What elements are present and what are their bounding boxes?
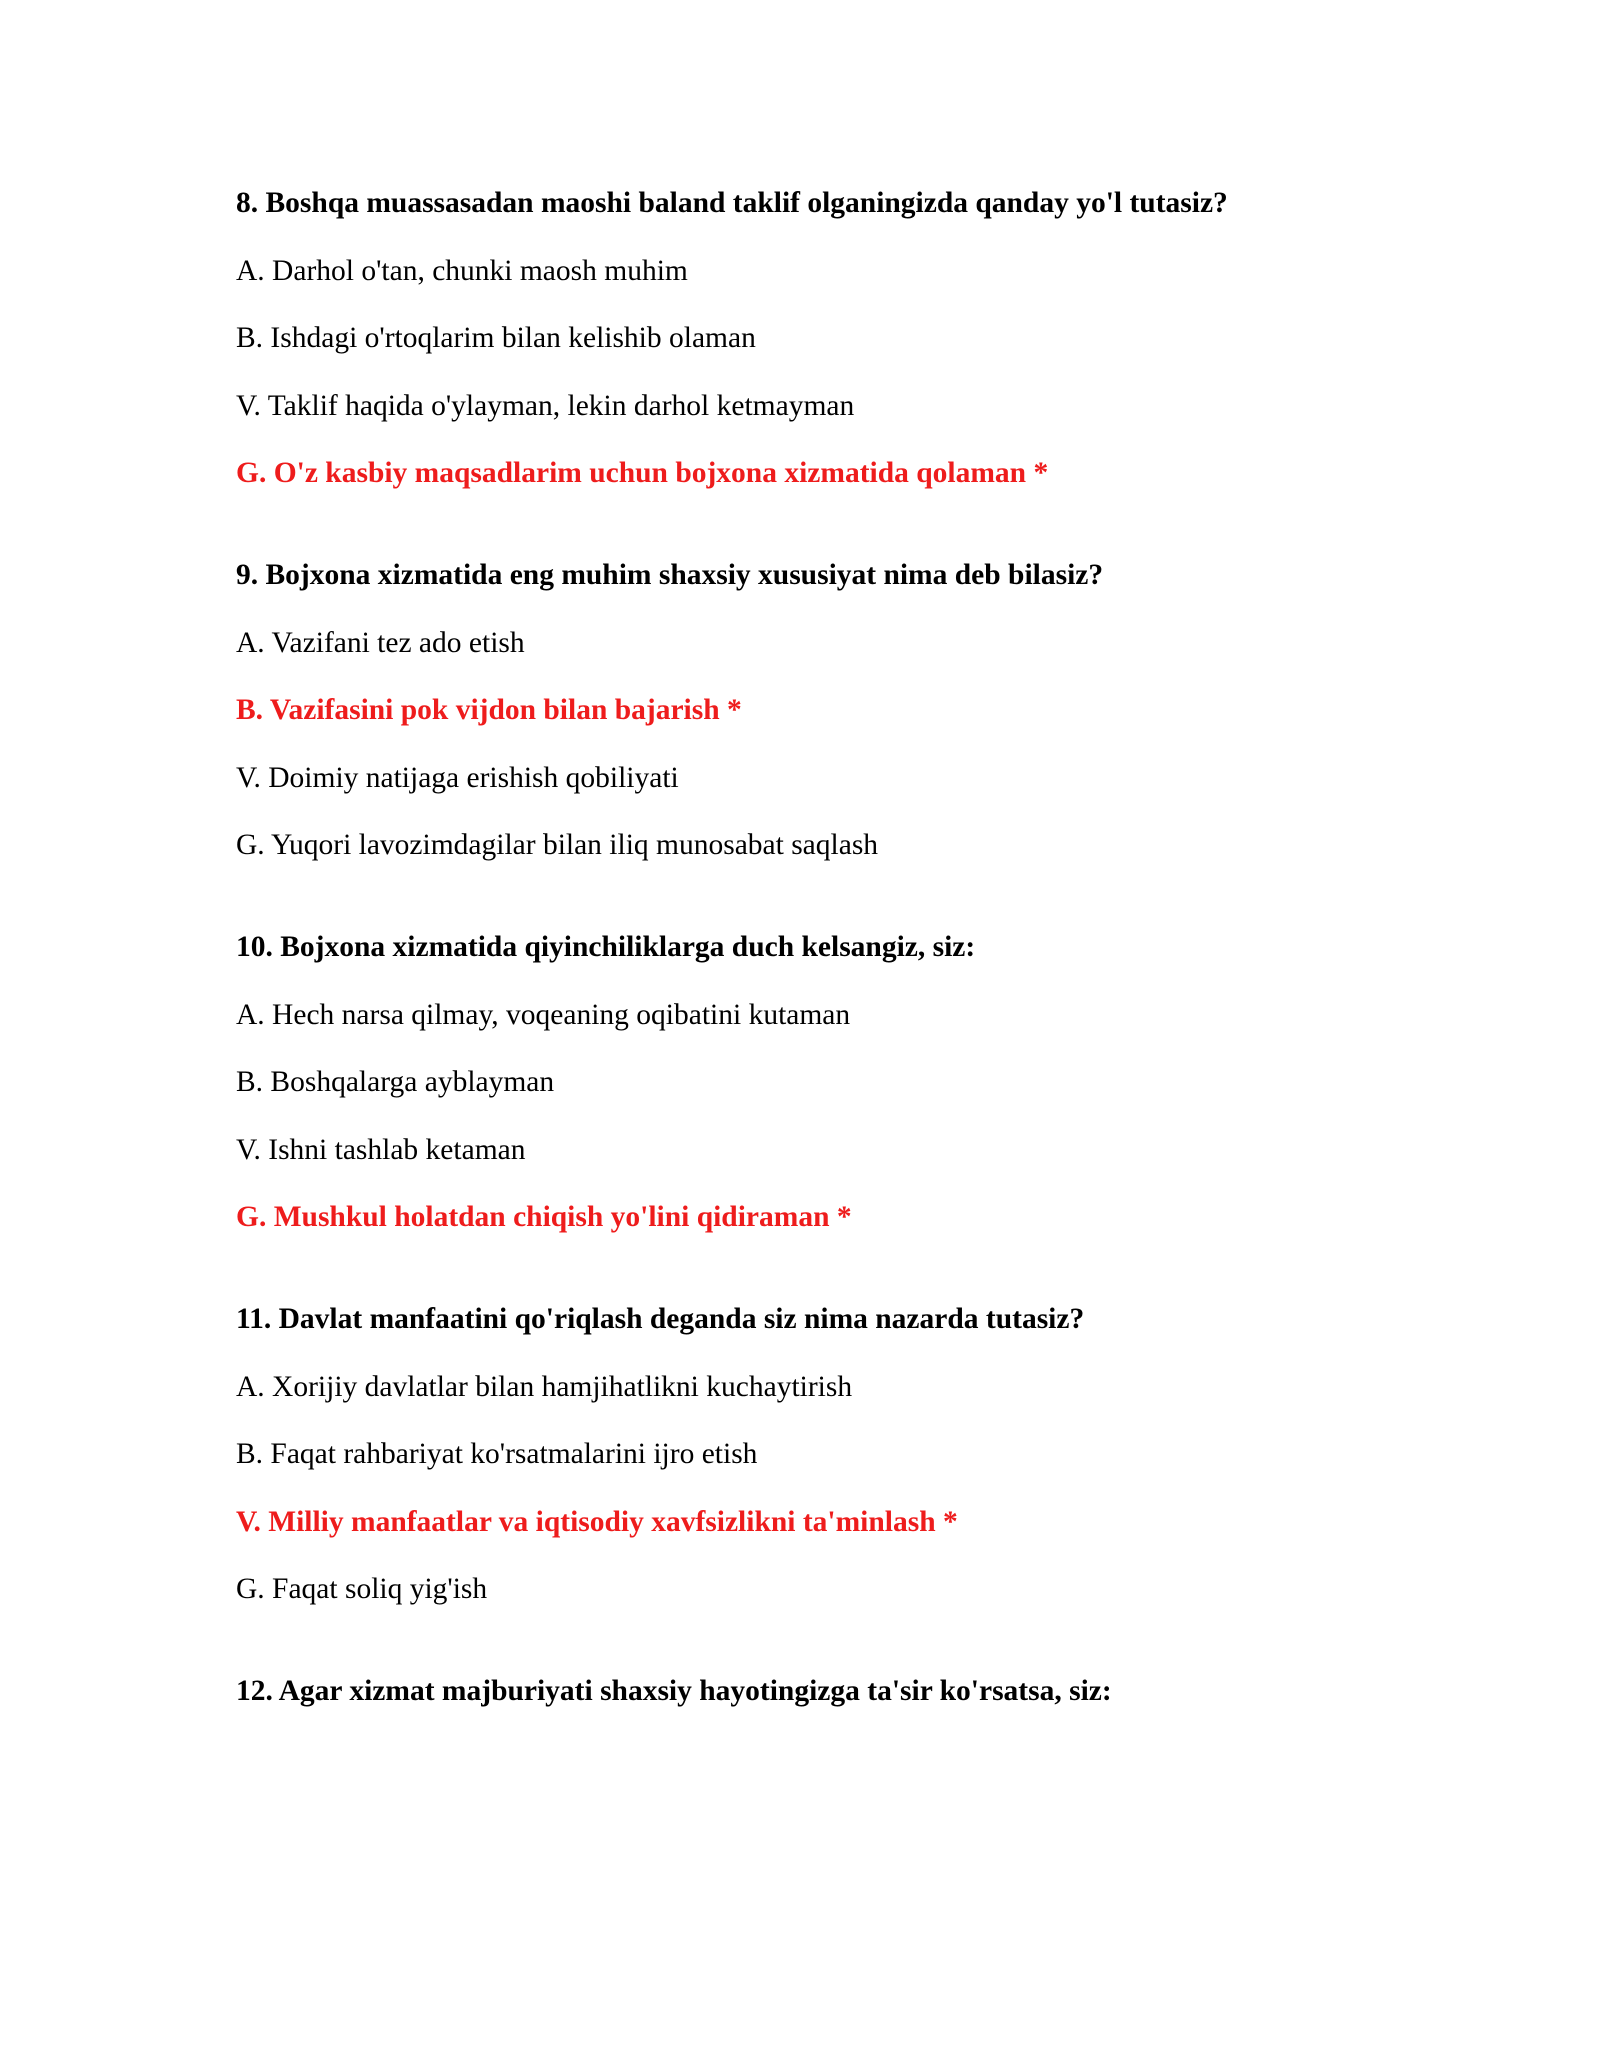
- question-text: 10. Bojxona xizmatida qiyinchiliklarga duch kelsangiz, siz:: [236, 931, 976, 963]
- question-text: 8. Boshqa muassasadan maoshi baland taklif olganingizda qanday yo'l tutasiz?: [236, 187, 1228, 219]
- answer-option: V. Taklif haqida o'ylayman, lekin darhol ketmayman: [236, 389, 855, 422]
- answer-option: A. Xorijiy davlatlar bilan hamjihatlikni kuchaytirish: [236, 1370, 853, 1403]
- question-block: [236, 1301, 1436, 1607]
- question-text: 12. Agar xizmat majburiyati shaxsiy hayotingizga ta'sir ko'rsatsa, siz:: [236, 1675, 1112, 1707]
- answer-option: B. Boshqalarga ayblayman: [236, 1066, 555, 1098]
- question-text: 9. Bojxona xizmatida eng muhim shaxsiy xususiyat nima deb bilasiz?: [236, 559, 1104, 591]
- question-block: [236, 929, 1436, 1235]
- answer-option: A. Vazifani tez ado etish: [236, 626, 525, 659]
- answer-option: A. Hech narsa qilmay, voqeaning oqibatini kutaman: [236, 998, 851, 1031]
- document-page: [236, 185, 1436, 1775]
- answer-option: B. Ishdagi o'rtoqlarim bilan kelishib olaman: [236, 322, 756, 354]
- correct-answer-option: B. Vazifasini pok vijdon bilan bajarish *: [236, 694, 742, 726]
- question-block: [236, 1673, 1436, 1709]
- answer-option: V. Doimiy natijaga erishish qobiliyati: [236, 761, 679, 794]
- question-block: [236, 557, 1436, 863]
- answer-option: A. Darhol o'tan, chunki maosh muhim: [236, 254, 688, 287]
- question-text: 11. Davlat manfaatini qo'riqlash deganda siz nima nazarda tutasiz?: [236, 1303, 1085, 1335]
- correct-answer-option: V. Milliy manfaatlar va iqtisodiy xavfsizlikni ta'minlash *: [236, 1505, 958, 1538]
- answer-option: G. Yuqori lavozimdagilar bilan iliq munosabat saqlash: [236, 829, 879, 861]
- answer-option: G. Faqat soliq yig'ish: [236, 1573, 488, 1605]
- correct-answer-option: G. O'z kasbiy maqsadlarim uchun bojxona xizmatida qolaman *: [236, 457, 1049, 489]
- correct-answer-option: G. Mushkul holatdan chiqish yo'lini qidiraman *: [236, 1201, 852, 1233]
- answer-option: B. Faqat rahbariyat ko'rsatmalarini ijro etish: [236, 1438, 758, 1470]
- question-block: [236, 185, 1436, 491]
- answer-option: V. Ishni tashlab ketaman: [236, 1133, 526, 1166]
